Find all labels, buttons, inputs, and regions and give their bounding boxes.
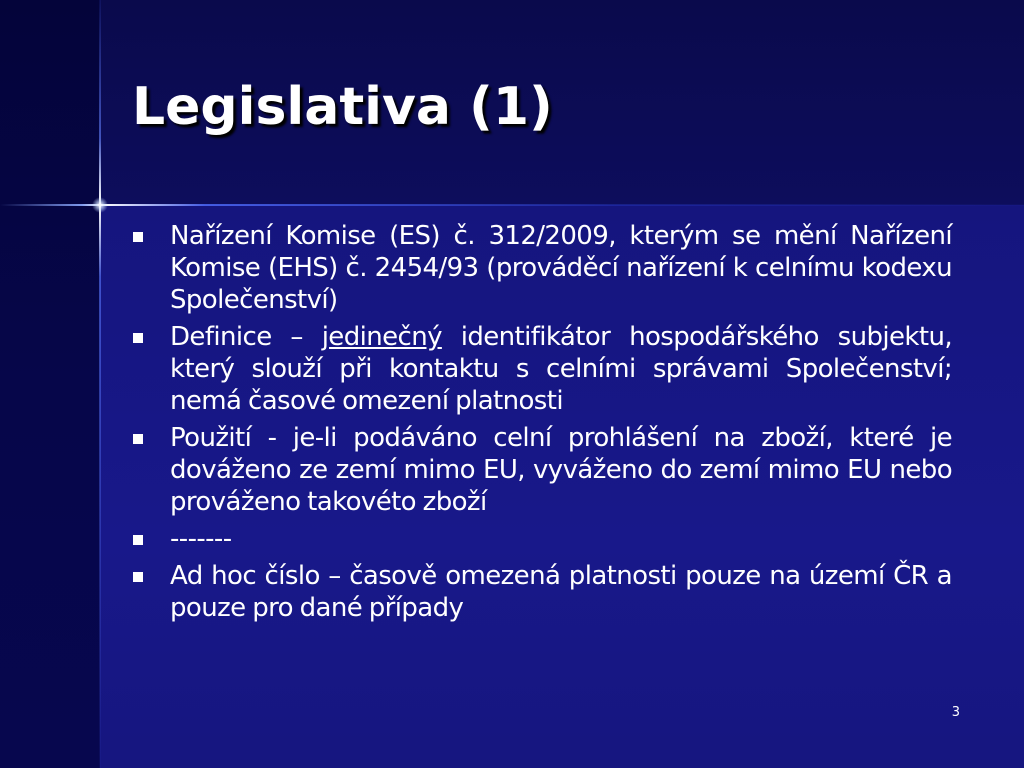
underlined-term: jedinečný <box>321 322 442 352</box>
horizontal-divider-line <box>0 204 1024 206</box>
square-bullet-icon <box>133 232 143 242</box>
page-number: 3 <box>951 705 960 720</box>
bullet-item <box>130 560 952 624</box>
bullet-item <box>130 523 952 555</box>
left-band <box>0 0 100 768</box>
bullet-item <box>130 220 952 316</box>
star-sparkle-icon <box>92 197 108 213</box>
bullet-text-end: identifikátor hospodářského subjektu, který slouží při kontaktu s celními správami Společenství; nemá časové omezení platnosti <box>170 322 952 416</box>
bullet-item <box>130 321 952 417</box>
square-bullet-icon <box>133 535 143 545</box>
bullet-text-start: Definice – <box>170 322 322 352</box>
bullet-text: ------- <box>170 524 232 554</box>
square-bullet-icon <box>133 333 143 343</box>
square-bullet-icon <box>133 572 143 582</box>
bullet-text: Použití - je-li podáváno celní prohlášení na zboží, které je dováženo ze zemí mimo EU, vyváženo do zemí mimo EU nebo prováženo takovéto zboží <box>170 423 952 517</box>
bullet-list <box>130 220 952 629</box>
square-bullet-icon <box>133 434 143 444</box>
vertical-divider-line <box>99 0 101 768</box>
slide-title: Legislativa (1) <box>132 77 553 137</box>
bullet-text: Nařízení Komise (ES) č. 312/2009, kterým se mění Nařízení Komise (EHS) č. 2454/93 (prováděcí nařízení k celnímu kodexu Společenství) <box>170 221 952 315</box>
bullet-text: Ad hoc číslo – časově omezená platnosti pouze na území ČR a pouze pro dané případy <box>170 561 952 623</box>
bullet-item <box>130 422 952 518</box>
